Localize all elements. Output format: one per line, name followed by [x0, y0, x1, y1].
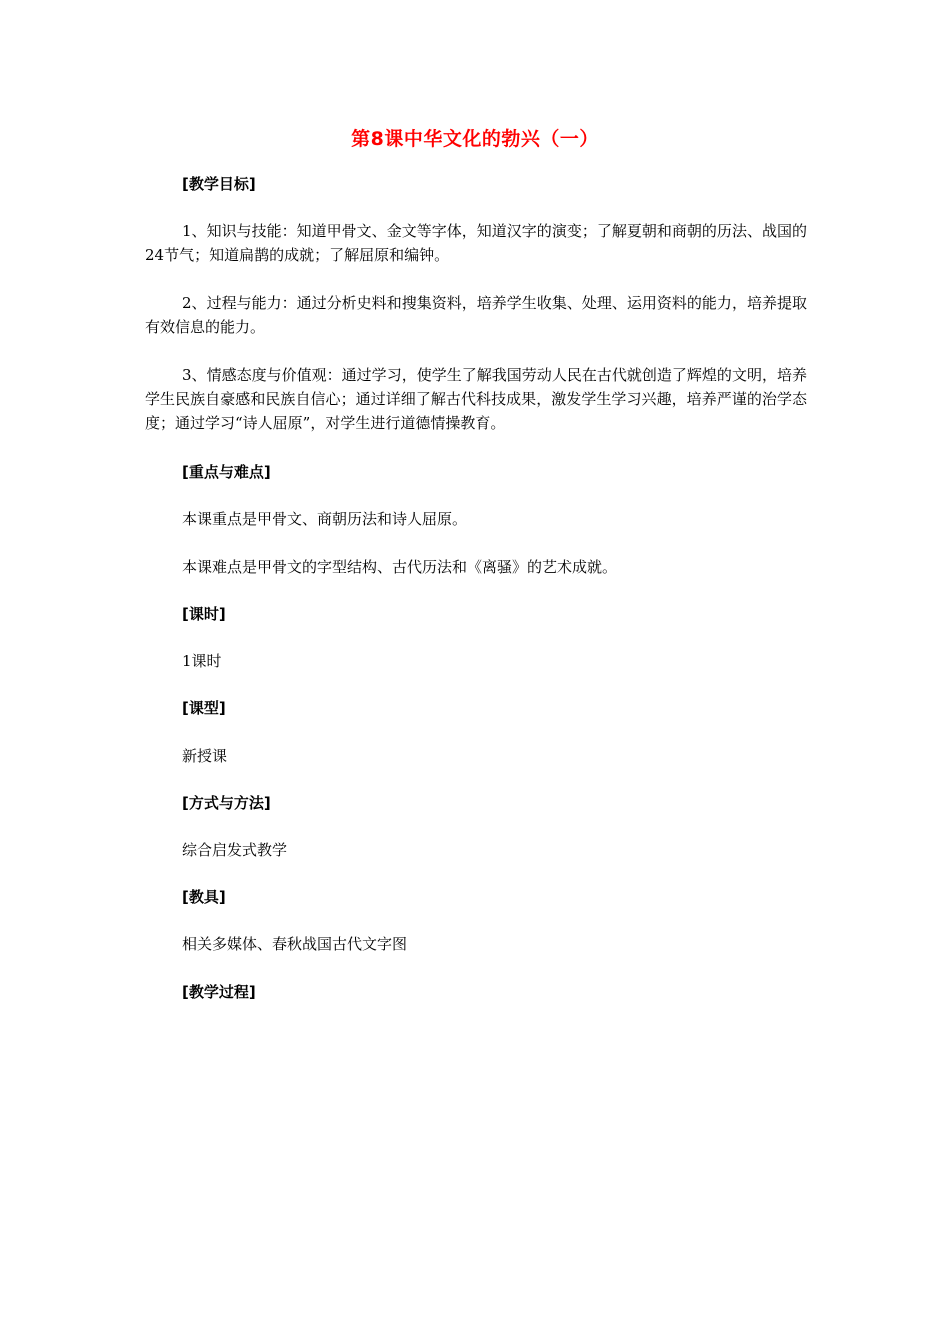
teaching-aids-text: 相关多媒体、春秋战国古代文字图 — [182, 935, 408, 953]
class-hours-heading: [课时] — [182, 605, 226, 623]
objectives-heading: [教学目标] — [182, 175, 256, 193]
methods-text: 综合启发式教学 — [182, 841, 288, 859]
objective-knowledge-skills: 1、知识与技能：知道甲骨文、金文等字体，知道汉字的演变；了解夏朝和商朝的历法、战国的24节气；知道扁鹊的成就；了解屈原和编钟。 — [145, 222, 807, 264]
lesson-type-heading: [课型] — [182, 699, 226, 717]
key-points-text: 本课重点是甲骨文、商朝历法和诗人屈原。 — [182, 510, 468, 528]
class-hours-text: 1课时 — [182, 652, 222, 670]
objective-emotion-values: 3、情感态度与价值观：通过学习，使学生了解我国劳动人民在古代就创造了辉煌的文明，培养学生民族自豪感和民族自信心；通过详细了解古代科技成果，激发学生学习兴趣，培养严谨的治学态度；通过学习“诗人屈原”，对学生进行道德情操教育。 — [145, 366, 807, 432]
difficulties-text: 本课难点是甲骨文的字型结构、古代历法和《离骚》的艺术成就。 — [182, 558, 618, 576]
methods-heading: [方式与方法] — [182, 794, 271, 812]
process-heading: [教学过程] — [182, 983, 256, 1001]
objective-process-ability: 2、过程与能力：通过分析史料和搜集资料，培养学生收集、处理、运用资料的能力，培养提取有效信息的能力。 — [145, 294, 807, 336]
teaching-aids-heading: [教具] — [182, 888, 226, 906]
document-title: 第8课中华文化的勃兴（一） — [351, 128, 599, 150]
lesson-type-text: 新授课 — [182, 747, 228, 765]
key-points-heading: [重点与难点] — [182, 463, 271, 481]
